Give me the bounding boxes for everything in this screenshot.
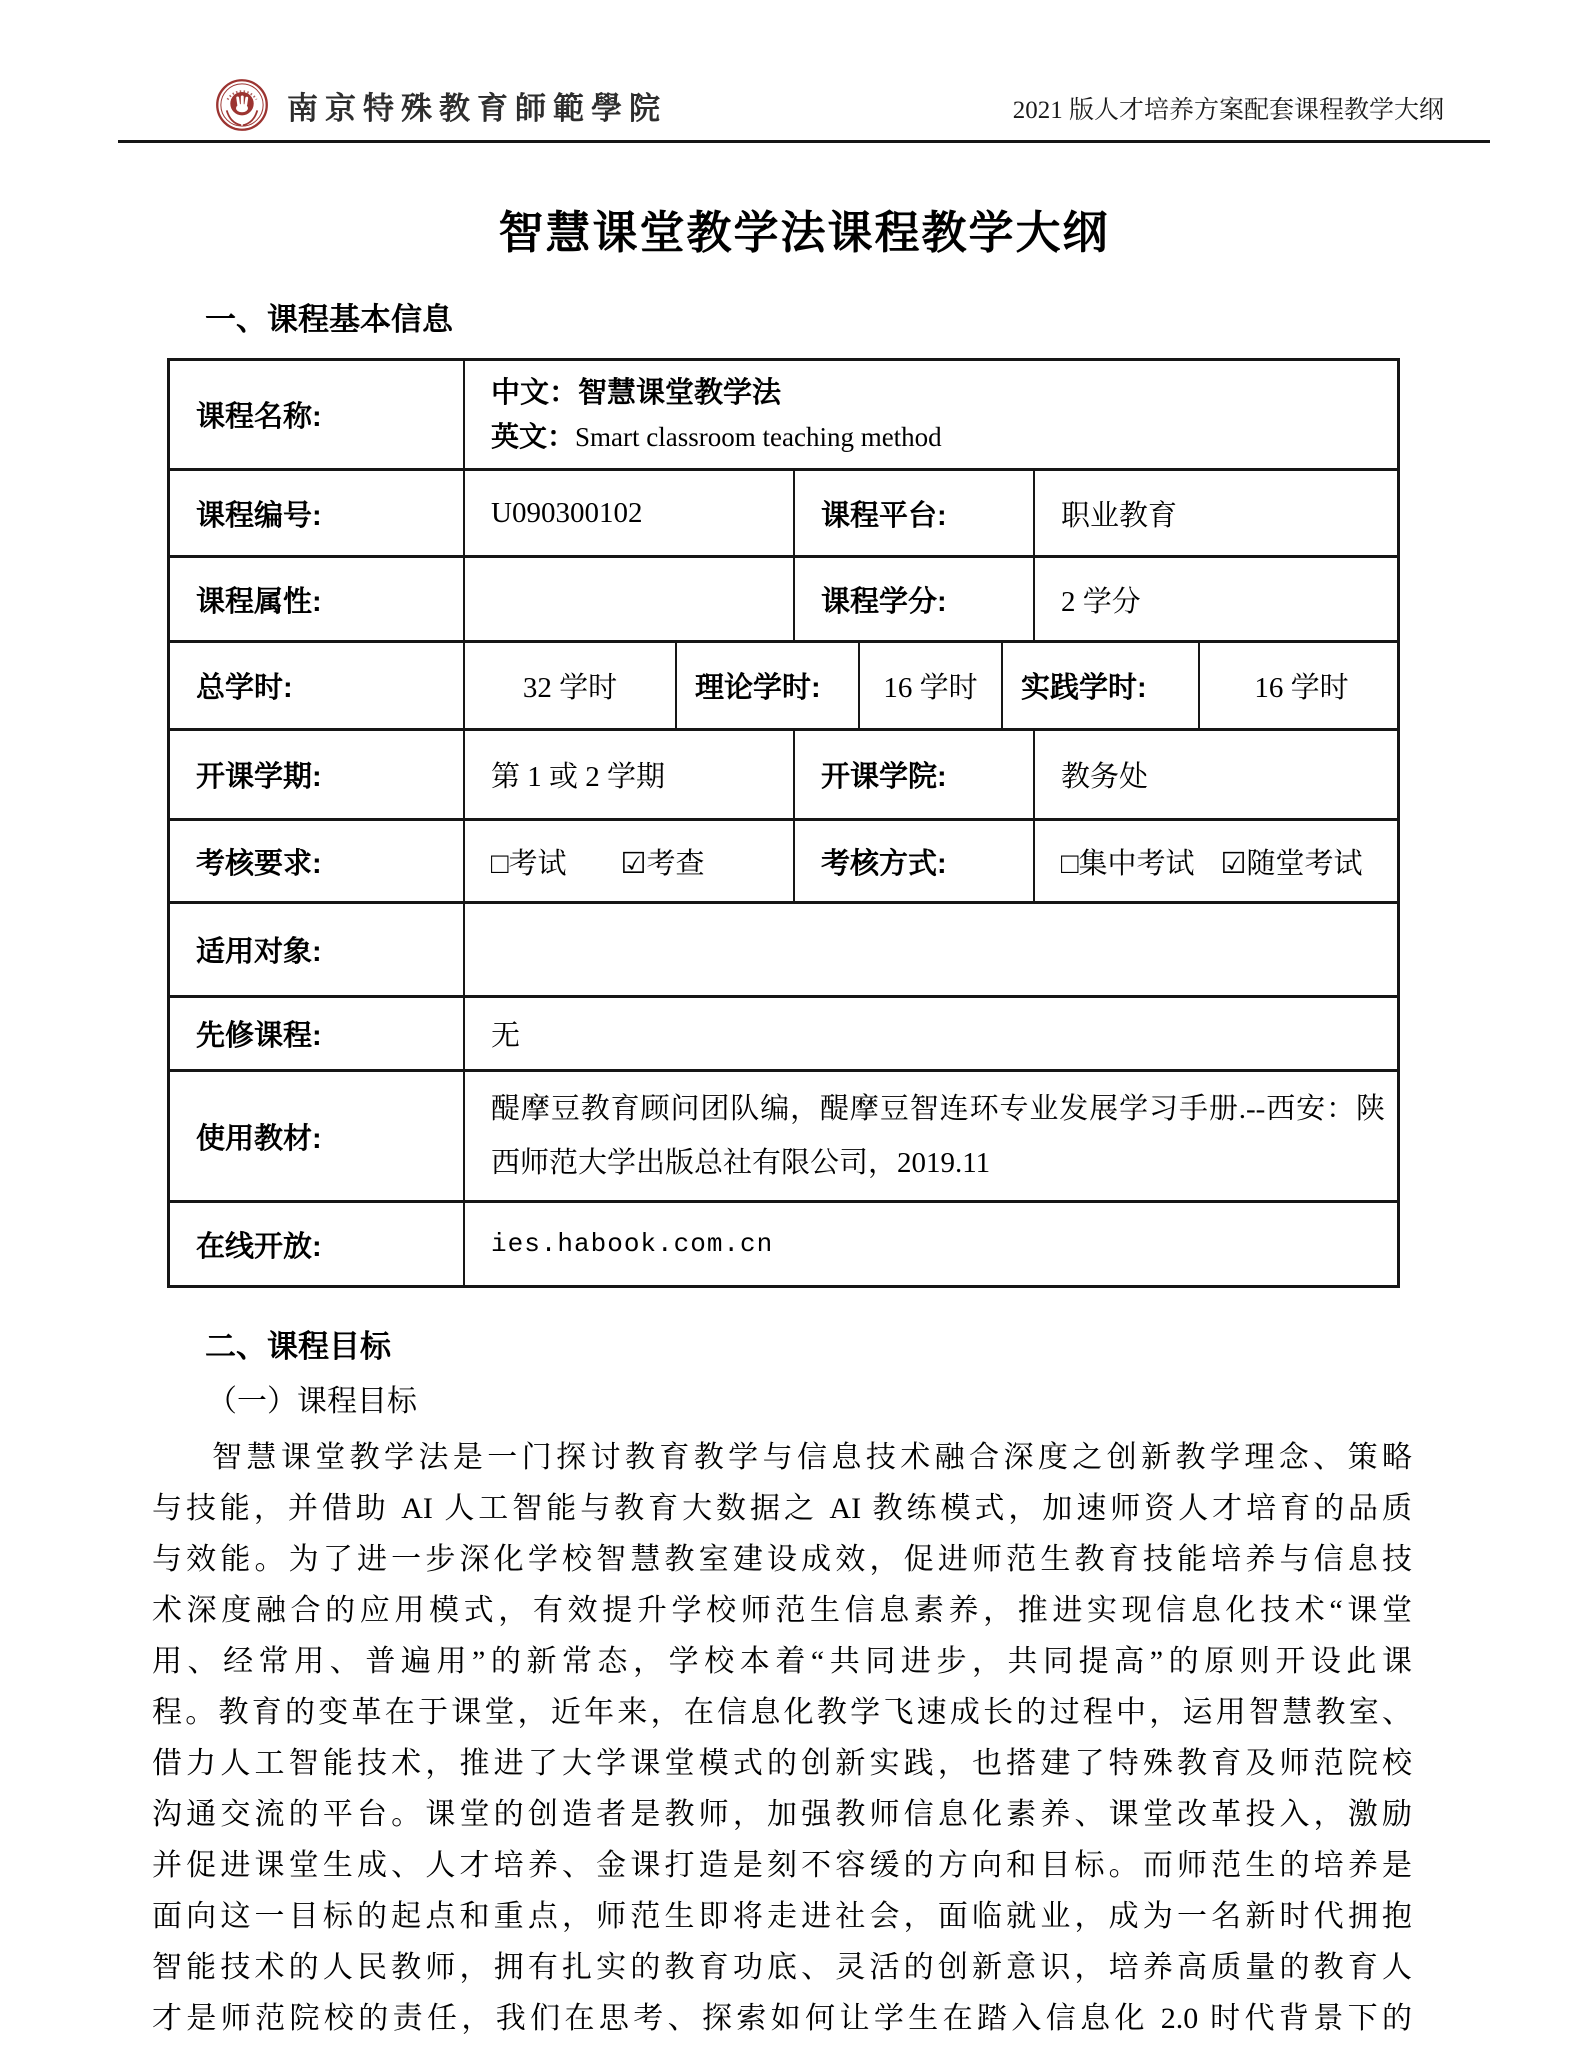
checkbox-centralized-exam: □集中考试 xyxy=(1061,847,1195,880)
course-name-value xyxy=(463,361,1403,468)
school-brand xyxy=(215,78,667,132)
course-credit-label: 课程学分: xyxy=(793,558,1033,640)
table-row-semester xyxy=(170,731,1397,821)
online-label: 在线开放: xyxy=(196,1230,322,1263)
course-platform-label: 课程平台: xyxy=(793,471,1033,555)
school-name: 南京特殊教育師範學院 xyxy=(287,90,667,126)
exam-require-label: 考核要求: xyxy=(196,847,322,880)
page-title: 智慧课堂教学法课程教学大纲 xyxy=(498,207,1110,258)
paragraph-line: 面向这一目标的起点和重点，师范生即将走进社会，面临就业，成为一名新时代拥抱 xyxy=(152,1900,1412,1933)
semester-label: 开课学期: xyxy=(196,761,322,793)
course-name-cn: 中文：智慧课堂教学法 xyxy=(491,377,782,409)
course-attr-label: 课程属性: xyxy=(196,585,322,618)
textbook-value: 醍摩豆教育顾问团队编，醍摩豆智连环专业发展学习手册.--西安：陕西师范大学出版总社有限公司，2019.11 xyxy=(463,1072,1403,1200)
table-row-prereq xyxy=(170,998,1397,1072)
total-hours-label: 总学时: xyxy=(196,672,293,704)
section-heading-basic-info: 一、课程基本信息 xyxy=(205,302,453,337)
theory-hours-label: 理论学时: xyxy=(675,643,858,728)
course-objectives-paragraph xyxy=(152,1432,1412,2044)
sub-heading-course-objectives: （一）课程目标 xyxy=(207,1385,417,1418)
paragraph-line: 沟通交流的平台。课堂的创造者是教师，加强教师信息化素养、课堂改革投入，激励 xyxy=(152,1798,1412,1831)
table-row-course-attr xyxy=(170,558,1397,643)
table-row-textbook xyxy=(170,1072,1397,1203)
paragraph-line: 借力人工智能技术，推进了大学课堂模式的创新实践，也搭建了特殊教育及师范院校 xyxy=(152,1747,1412,1780)
paragraph-line: 智慧课堂教学法是一门探讨教育教学与信息技术融合深度之创新教学理念、策略 xyxy=(212,1441,1412,1474)
table-row-course-code xyxy=(170,471,1397,558)
table-row-target xyxy=(170,904,1397,998)
exam-method-value xyxy=(1033,821,1403,901)
course-info-table xyxy=(167,358,1400,1288)
textbook-label: 使用教材: xyxy=(196,1122,322,1155)
paragraph-line: 程。教育的变革在于课堂，近年来，在信息化教学飞速成长的过程中，运用智慧教室、 xyxy=(152,1696,1412,1729)
header-doc-tag: 2021 版人才培养方案配套课程教学大纲 xyxy=(1012,97,1444,124)
page-header xyxy=(118,78,1490,143)
exam-require-value xyxy=(463,821,793,901)
paragraph-line: 术深度融合的应用模式，有效提升学校师范生信息素养，推进实现信息化技术“课堂 xyxy=(152,1594,1412,1627)
practice-hours-value: 16 学时 xyxy=(1198,643,1403,728)
exam-method-label: 考核方式: xyxy=(793,821,1033,901)
college-label: 开课学院: xyxy=(793,731,1033,818)
semester-value: 第 1 或 2 学期 xyxy=(463,731,793,818)
section-heading-course-objectives: 二、课程目标 xyxy=(205,1329,391,1364)
course-credit-value: 2 学分 xyxy=(1033,558,1403,640)
paragraph-line: 与技能，并借助 AI 人工智能与教育大数据之 AI 教练模式，加速师资人才培育的品质 xyxy=(152,1492,1412,1525)
checkbox-in-class-exam: ☑随堂考试 xyxy=(1220,847,1363,880)
online-value: ies.habook.com.cn xyxy=(463,1203,1403,1285)
course-code-label: 课程编号: xyxy=(196,499,322,532)
course-name-label: 课程名称: xyxy=(196,401,322,433)
course-name-en: 英文：Smart classroom teaching method xyxy=(491,421,942,452)
prereq-label: 先修课程: xyxy=(196,1020,322,1052)
paragraph-line: 并促进课堂生成、人才培养、金课打造是刻不容缓的方向和目标。而师范生的培养是 xyxy=(152,1849,1412,1882)
target-value xyxy=(463,904,1403,995)
paragraph-line: 才是师范院校的责任，我们在思考、探索如何让学生在踏入信息化 2.0 时代背景下的 xyxy=(152,2002,1412,2035)
paragraph-line: 与效能。为了进一步深化学校智慧教室建设成效，促进师范生教育技能培养与信息技 xyxy=(152,1543,1412,1576)
table-row-hours xyxy=(170,643,1397,731)
table-row-course-name xyxy=(170,361,1397,471)
target-label: 适用对象: xyxy=(196,936,322,968)
total-hours-value: 32 学时 xyxy=(463,643,675,728)
course-attr-value xyxy=(463,558,793,640)
checkbox-assess: ☑考查 xyxy=(620,847,705,880)
paragraph-line: 智能技术的人民教师，拥有扎实的教育功底、灵活的创新意识，培养高质量的教育人 xyxy=(152,1951,1412,1984)
table-row-online xyxy=(170,1203,1397,1288)
course-platform-value: 职业教育 xyxy=(1033,471,1403,555)
school-logo-icon xyxy=(215,78,269,132)
paragraph-line: 用、经常用、普遍用”的新常态，学校本着“共同进步，共同提高”的原则开设此课 xyxy=(152,1645,1412,1678)
table-row-exam xyxy=(170,821,1397,904)
practice-hours-label: 实践学时: xyxy=(1001,643,1198,728)
course-code-value: U090300102 xyxy=(463,471,793,555)
prereq-value: 无 xyxy=(463,998,1403,1069)
theory-hours-value: 16 学时 xyxy=(858,643,1001,728)
college-value: 教务处 xyxy=(1033,731,1403,818)
checkbox-exam: □考试 xyxy=(491,847,567,880)
